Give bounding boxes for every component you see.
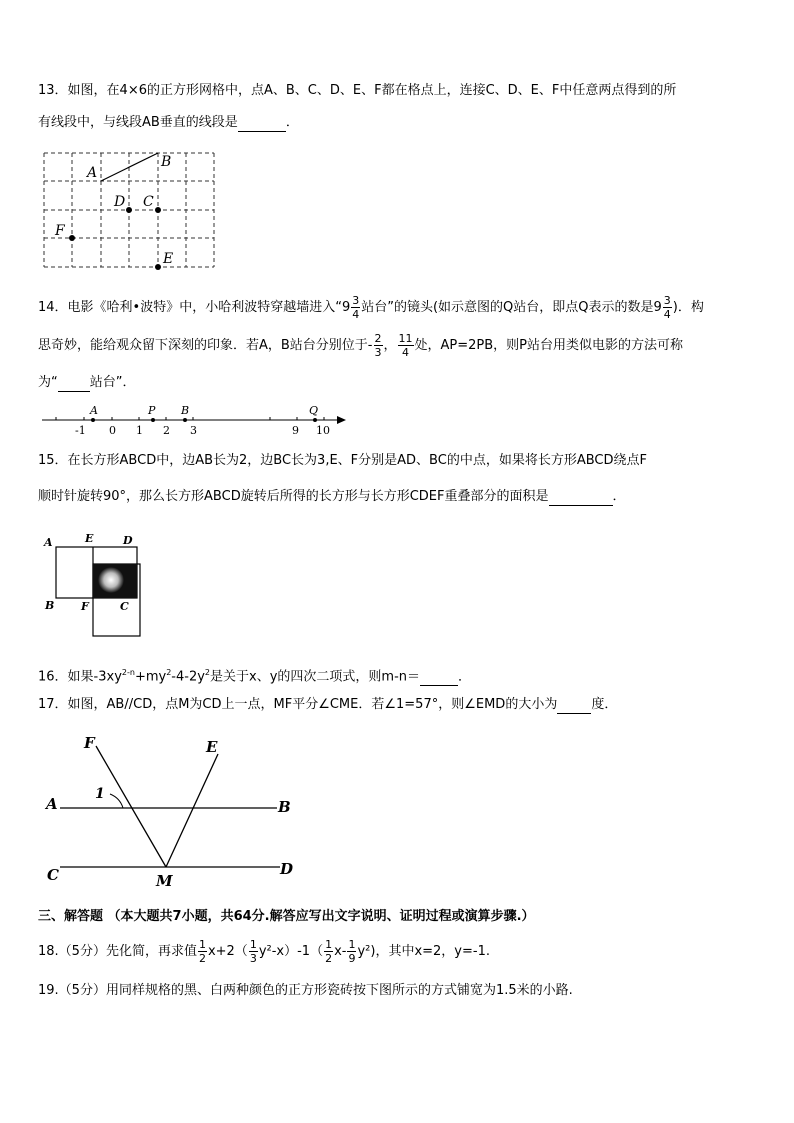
tick-2: 2: [163, 424, 170, 437]
q17-answer-blank: [557, 699, 591, 714]
section-3-heading: 三、解答题 （本大题共7小题，共64分.解答应写出文字说明、证明过程或演算步骤.）: [38, 909, 535, 924]
tick-0: 0: [109, 424, 116, 437]
q13-line2: [38, 114, 299, 132]
tick-10: 10: [316, 424, 330, 437]
axis-point-a: [91, 418, 95, 422]
q17-line: 17．如图，AB//CD，点M为CD上一点，MF平分∠CME．若∠1=57°，则∠EMD的大小为 度．: [38, 697, 618, 712]
axis-point-p: [151, 418, 155, 422]
q14-frac-2: $\frac{3}{4}$: [663, 294, 671, 321]
point-c: [155, 207, 161, 213]
tick-3: 3: [190, 424, 197, 437]
label-m: M: [156, 872, 173, 890]
q14-line3-a: 为“: [38, 375, 58, 390]
axis-label-p: P: [148, 404, 156, 417]
axis-label-q: Q: [309, 404, 319, 417]
point-e: [155, 264, 161, 270]
label-f: F: [55, 223, 65, 239]
point-f: [69, 235, 75, 241]
label-d: D: [280, 860, 294, 878]
label-e: E: [206, 738, 218, 756]
q16-line: 16．如果$-3xy^{2-n}+my^2-4-2y^2$是关于x、y的四次二项式，则m-n＝ ．: [38, 668, 472, 685]
q18-line: 18.（5分）先化简，再求值 $\frac{1}{2}$ x+2（ $\frac{1}{3}$ y²-x）-1（ $\frac{1}{2}$ x- $\frac{1}{9}$ y²)，其中x=2，y=-1.: [38, 938, 490, 965]
q17-parallel-lines-figure: [40, 732, 310, 892]
axis-label-a: A: [90, 404, 98, 417]
ray-mf: [96, 746, 166, 867]
q15-line1: 15．在长方形ABCD中，边AB长为2，边BC长为3,E、F分别是AD、BC的中点，如果将长方形ABCD绕点F: [38, 453, 647, 468]
q14-frac-1: $\frac{3}{4}$: [352, 294, 360, 321]
q14-frac-4: $\frac{11}{4}$: [398, 332, 413, 359]
q14-line1: [38, 290, 704, 326]
label-e: E: [85, 532, 94, 545]
label-b: B: [278, 798, 291, 816]
q15-line2-text: 顺时针旋转90°，那么长方形ABCD旋转后所得的长方形与长方形CDEF重叠部分的面积是: [38, 489, 549, 504]
label-c: C: [143, 194, 154, 210]
q14-line3: [38, 374, 136, 392]
point-d: [126, 207, 132, 213]
q15-answer-blank: [549, 491, 613, 506]
label-f: F: [84, 734, 95, 752]
q19-line: 19.（5分）用同样规格的黑、白两种颜色的正方形瓷砖按下图所示的方式铺宽为1.5米的小路.: [38, 983, 573, 998]
tick-1: 1: [136, 424, 143, 437]
axis-label-b: B: [181, 404, 190, 417]
q13-grid-figure: [42, 150, 217, 272]
q15-line2: [38, 488, 626, 506]
q14-line1-b: 站台”的镜头(如示意图的Q站台，即点Q表示的数是9: [361, 300, 662, 315]
q14-number-line: [40, 400, 350, 440]
label-c: C: [120, 600, 129, 613]
q13-line2-end: ．: [285, 115, 299, 130]
q14-line2-a: 思奇妙，能给观众留下深刻的印象．若A，B站台分别位于-: [38, 338, 373, 353]
label-b: B: [161, 154, 172, 170]
axis-point-q: [313, 418, 317, 422]
q14-line3-b: 站台”．: [89, 375, 136, 390]
q13-line2-text: 有线段中，与线段AB垂直的线段是: [38, 115, 238, 130]
q14-line1-c: )．构: [672, 300, 704, 315]
q15-line2-end: ．: [612, 489, 626, 504]
label-d: D: [114, 194, 126, 210]
label-f: F: [81, 600, 89, 613]
label-a: A: [46, 795, 58, 813]
q16-answer-blank: [420, 671, 458, 686]
axis-point-b: [183, 418, 187, 422]
label-b: B: [45, 599, 55, 612]
q14-line2: [38, 328, 683, 364]
q14-answer-blank: [58, 377, 90, 392]
q13-answer-blank: [238, 117, 286, 132]
q14-comma: ，: [383, 338, 397, 353]
q15-rectangle-figure: [40, 530, 150, 642]
label-e: E: [163, 251, 174, 267]
tick-neg1: -1: [75, 424, 86, 437]
tick-9: 9: [292, 424, 299, 437]
label-a: A: [87, 165, 98, 181]
q14-frac-3: $\frac{2}{3}$: [374, 332, 382, 359]
q13-line1: 13．如图，在4×6的正方形网格中，点A、B、C、D、E、F都在格点上，连接C、D、E、F中任意两点得到的所: [38, 83, 677, 98]
label-d: D: [123, 534, 133, 547]
label-angle-1: 1: [95, 786, 105, 802]
q14-line1-a: 14．电影《哈利•波特》中，小哈利波特穿越墙进入“9: [38, 300, 351, 315]
q14-line2-b: 处，AP=2PB，则P站台用类似电影的方法可称: [414, 338, 684, 353]
ray-me: [166, 754, 218, 867]
label-a: A: [44, 536, 53, 549]
label-c: C: [47, 866, 59, 884]
